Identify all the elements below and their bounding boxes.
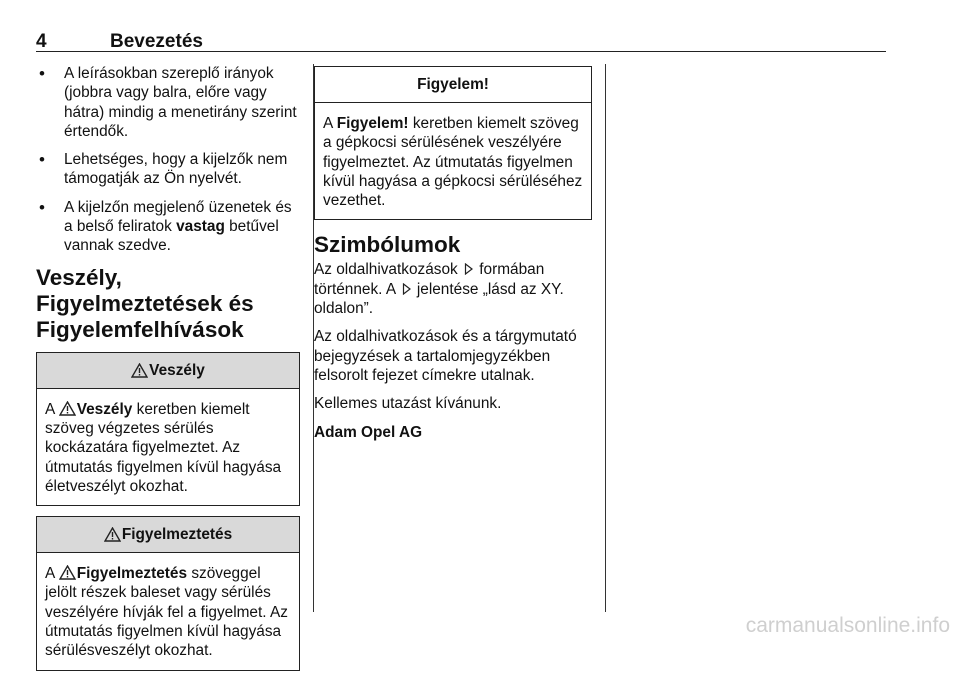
warning-triangle-icon — [131, 363, 148, 378]
list-item-text: A kijelzőn megjelenő üzenetek és a belső feliratok — [64, 198, 292, 236]
list-item: • A leírásokban szereplő irányok (jobbra vagy balra, előre vagy hátra) mindig a menetirány szerint értendők. — [36, 64, 300, 141]
paragraph-text: formában történnek. A — [314, 261, 545, 298]
section-heading: Veszély, Figyelmeztetések és Figyelemfelhívások — [36, 264, 254, 342]
header-rule — [36, 51, 886, 52]
box-text: A — [323, 115, 337, 132]
list-item — [36, 198, 300, 256]
paragraph: Az oldalhivatkozások és a tárgymutató bejegyzések a tartalomjegyzékben felsorolt fejezet címekre utalnak. — [314, 328, 577, 384]
intro-bullet-list — [36, 64, 300, 256]
page-reference-arrow-icon — [464, 263, 473, 275]
box-text: A — [45, 565, 59, 583]
caution-box-title: Figyelem! — [417, 75, 489, 93]
page-reference-arrow-icon — [402, 283, 411, 295]
warning-triangle-icon — [104, 527, 121, 542]
signature: Adam Opel AG — [314, 423, 423, 441]
bold-term: Figyelem! — [336, 115, 409, 132]
danger-box-title: Veszély — [149, 361, 205, 379]
warning-box-title: Figyelmeztetés — [121, 526, 233, 543]
box-text: keretben kiemelt szöveg a gépkocsi sérülésének veszélyére figyelmeztet. Az útmutatás figyelmen kívül hagyása a gépkocsi sérüléséhez vezethet. — [323, 115, 583, 210]
list-item-text: betűvel vannak szedve. — [64, 218, 279, 255]
paragraph: Kellemes utazást kívánunk. — [314, 395, 502, 413]
paragraph-text: Az oldalhivatkozások — [314, 261, 462, 279]
warning-box-body — [37, 553, 299, 669]
bold-term: Figyelmeztetés — [76, 565, 188, 583]
list-item: • Lehetséges, hogy a kijelzők nem támogatják az Ön nyelvét. — [36, 150, 300, 189]
column-left — [36, 64, 300, 681]
paragraph-text: jelentése „lásd az XY. oldalon”. — [314, 280, 564, 318]
caution-box-header — [315, 67, 591, 103]
warning-box — [36, 516, 300, 670]
paragraph — [314, 260, 592, 318]
box-text: szöveggel jelölt részek baleset vagy sérülés veszélyére hívják fel a figyelmet. Az útmutatás figyelmen kívül hagyása sérülésveszélyt okozhat. — [45, 565, 288, 660]
warning-triangle-icon — [59, 401, 76, 416]
warning-box-header — [37, 517, 299, 553]
danger-box — [36, 352, 300, 506]
caution-box — [314, 66, 592, 220]
warning-triangle-icon — [59, 565, 76, 580]
bold-term: Veszély — [76, 400, 133, 418]
column-divider-right — [605, 64, 606, 612]
caution-box-body — [315, 103, 591, 219]
danger-box-header — [37, 353, 299, 389]
danger-box-body — [37, 389, 299, 505]
section-heading: Szimbólumok — [314, 232, 461, 258]
box-text: keretben kiemelt szöveg végzetes sérülés kockázatára figyelmeztet. Az útmutatás figyelmen kívül hagyása életveszélyt okozhat. — [45, 400, 282, 495]
watermark: carmanualsonline.info — [745, 614, 950, 637]
box-text: A — [45, 400, 59, 418]
column-middle — [314, 66, 592, 451]
page-number: 4 — [36, 31, 47, 52]
bold-term: vastag — [176, 218, 225, 236]
chapter-title: Bevezetés — [110, 31, 203, 52]
